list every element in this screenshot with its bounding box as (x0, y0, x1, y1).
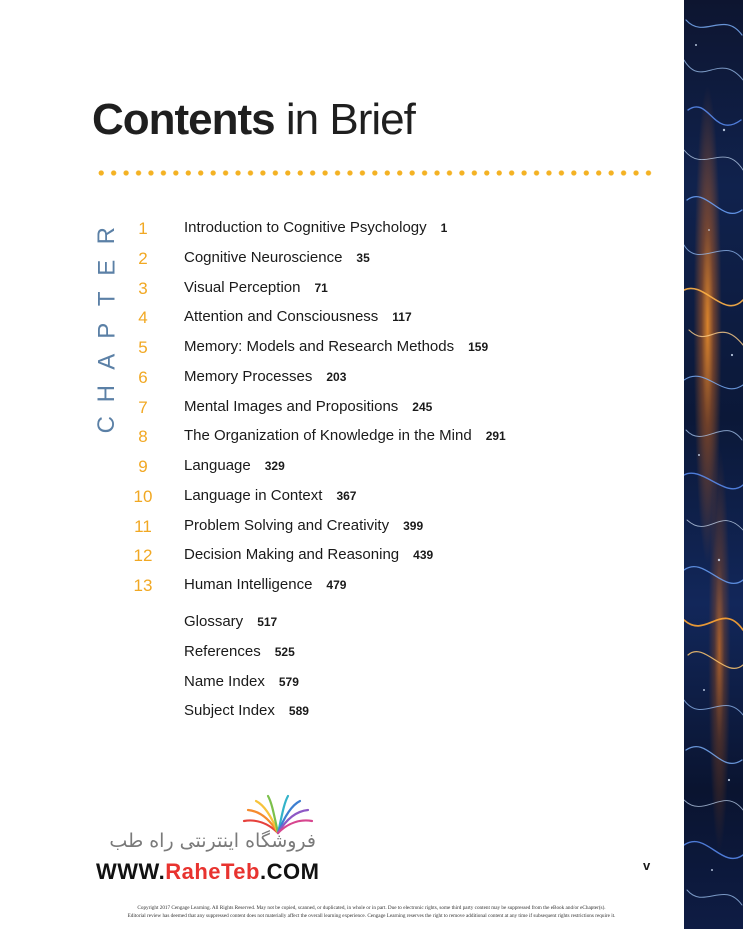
back-matter-title (184, 702, 309, 719)
chapter-label-letter: C (93, 416, 121, 434)
chapter-number: 1 (138, 219, 148, 238)
entry-title-text: Cognitive Neuroscience (184, 248, 343, 266)
entry-title-text: Language in Context (184, 486, 323, 504)
chapter-title (184, 427, 506, 444)
entry-title-text: Subject Index (184, 702, 275, 720)
chapter-number: 12 (133, 546, 153, 566)
entry-page-number: 399 (403, 518, 424, 533)
watermark-site-prefix: WWW. (96, 859, 166, 884)
title-bold-part: Contents (92, 95, 275, 144)
chapter-number: 9 (138, 457, 148, 476)
entry-page-number: 117 (392, 310, 412, 325)
entry-page-number: 35 (356, 250, 370, 265)
entry-page-number: 291 (485, 429, 506, 444)
chapter-title (184, 368, 346, 385)
entry-title-text: Memory Processes (184, 367, 313, 385)
chapter-label-letter: E (93, 259, 121, 276)
chapter-title (184, 308, 412, 325)
chapter-title (184, 517, 423, 534)
entry-page-number: 203 (326, 369, 347, 384)
chapter-number: 10 (133, 486, 153, 506)
entry-title-text: Human Intelligence (184, 576, 313, 593)
chapter-number: 11 (134, 516, 152, 536)
chapter-label-letter: P (93, 322, 121, 339)
watermark-site-suffix: .COM (259, 859, 320, 884)
entry-title-text: The Organization of Knowledge in the Mind (184, 427, 472, 445)
chapter-vertical-label (94, 220, 120, 441)
title-light-part: in Brief (274, 95, 415, 144)
entry-page-number: 439 (413, 548, 434, 563)
chapter-title (184, 338, 488, 355)
chapter-label-letter: R (93, 227, 121, 245)
back-matter-title (184, 643, 295, 660)
watermark-site-url (96, 859, 319, 885)
copyright-notice (0, 904, 743, 920)
chapter-title (184, 546, 433, 563)
chapter-title (184, 279, 328, 296)
entry-title-text: Decision Making and Reasoning (184, 546, 400, 564)
entry-page-number: 245 (412, 399, 433, 414)
entry-title-text: Name Index (184, 672, 265, 690)
entry-title-text: Language (184, 457, 251, 474)
chapter-label-letter: A (93, 353, 121, 370)
chapter-title (184, 398, 432, 415)
chapter-number: 3 (138, 278, 148, 298)
entry-title-text: Mental Images and Propositions (184, 397, 399, 415)
back-matter-title (184, 673, 299, 690)
chapter-title (184, 487, 356, 504)
entry-page-number: 329 (264, 459, 285, 473)
chapter-label-letter: H (93, 384, 121, 402)
watermark-site-brand: RaheTeb (165, 859, 260, 884)
watermark-persian-text: فروشگاه اینترنتی راه طب (109, 830, 316, 852)
copyright-line-1: Copyright 2017 Cengage Learning. All Rights Reserved. May not be copied, scanned, or duplicated, in whole or in part. Due to electronic rights, some third party content may be suppressed from the eBook and/or eChapter(s). (137, 905, 606, 911)
entry-page-number: 579 (278, 674, 299, 689)
entry-page-number: 525 (274, 644, 295, 659)
entry-title-text: Visual Perception (184, 278, 301, 296)
entry-title-text: Problem Solving and Creativity (184, 516, 390, 534)
entry-title-text: Attention and Consciousness (184, 308, 379, 326)
chapter-number: 2 (138, 248, 148, 268)
dotted-divider (95, 169, 653, 177)
page-number: v (643, 858, 651, 873)
chapter-label-letter: T (93, 291, 121, 307)
chapter-number: 7 (138, 397, 148, 417)
entry-page-number: 517 (257, 615, 278, 629)
entry-title-text: References (184, 642, 261, 660)
chapter-title (184, 576, 346, 593)
back-matter-title (184, 613, 277, 630)
entry-page-number: 367 (336, 488, 357, 503)
copyright-line-2: Editorial review has deemed that any suppressed content does not materially affect the overall learning experience. Cengage Learning reserves the right to remove additional content at any time if subsequent rights restrictions require it. (127, 913, 616, 919)
entry-page-number: 159 (468, 340, 489, 354)
light-trails-graphic (684, 0, 743, 929)
chapter-number: 13 (133, 576, 153, 595)
entry-title-text: Memory: Models and Research Methods (184, 338, 455, 355)
chapter-number: 8 (138, 427, 148, 447)
chapter-title (184, 457, 285, 474)
decorative-photo-strip (684, 0, 743, 929)
page-title (92, 92, 415, 148)
entry-page-number: 589 (288, 704, 309, 719)
chapter-number: 4 (138, 308, 148, 328)
entry-page-number: 71 (314, 280, 328, 295)
entry-title-text: Introduction to Cognitive Psychology (184, 219, 427, 236)
chapter-title (184, 219, 447, 236)
entry-title-text: Glossary (184, 613, 244, 630)
entry-page-number: 479 (326, 578, 347, 592)
entry-page-number: 1 (440, 221, 448, 235)
chapter-number: 5 (138, 338, 148, 357)
chapter-number: 6 (138, 367, 148, 387)
chapter-title (184, 249, 370, 266)
